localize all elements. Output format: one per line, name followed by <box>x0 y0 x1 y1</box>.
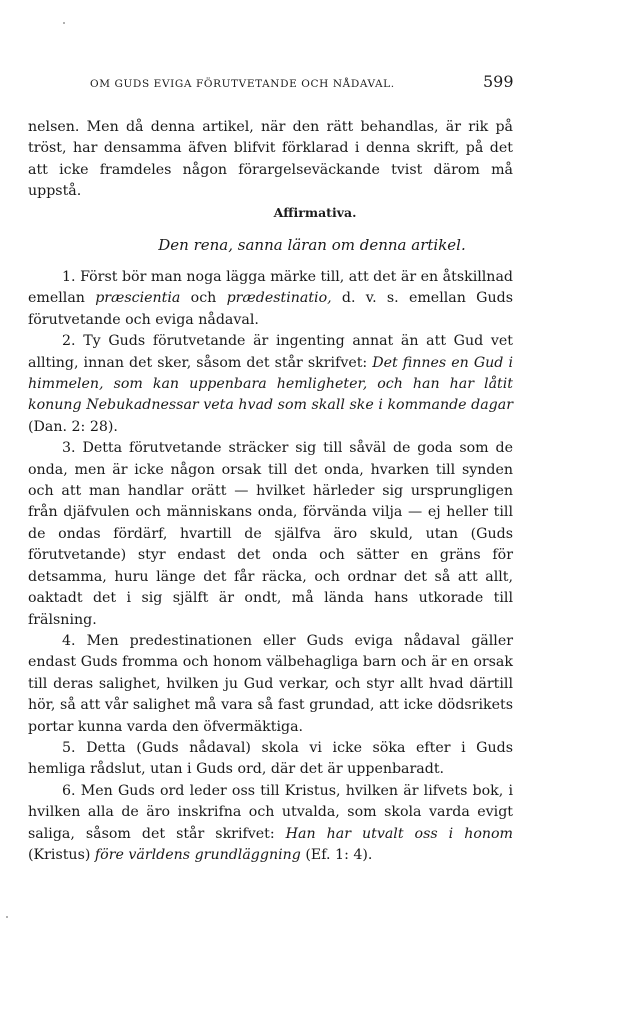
paragraph-number: 5. <box>62 739 76 756</box>
section-subheading: Den rena, sanna läran om denna artikel. <box>158 236 466 254</box>
running-title: OM GUDS EVIGA FÖRUTVETANDE OCH NÅDAVAL. <box>90 78 395 90</box>
paragraph-text: Men predestinationen eller Guds eviga nådaval gäller endast Guds fromma och honom välbehagliga barn och är en orsak till deras salighet, hvilken ju Gud verkar, och styr allt hvad därtill hör, så att vår salighet må vara så fast grundad, att icke dödsrikets portar kunna varda den öfvermäktiga. <box>28 632 513 735</box>
numbered-paragraph <box>28 781 513 867</box>
numbered-paragraph <box>28 267 513 331</box>
page-number: 599 <box>483 72 514 91</box>
opening-paragraph-text: nelsen. Men då denna artikel, när den rätt behandlas, är rik på tröst, har densamma äfven blifvit förklarad i denna skrift, på det att icke framdeles någon förargelseväckande tvist därom må uppstå. <box>28 119 513 200</box>
paragraph-number: 2. <box>62 333 76 350</box>
paragraph-number: 4. <box>62 632 76 649</box>
paragraph-text: Ty Guds förutvetande är ingenting annat än att Gud vet allting, innan det sker, såsom det står skrifvet: <box>28 333 513 371</box>
numbered-paragraph <box>28 331 513 438</box>
italic-text: Han har utvalt oss i honom <box>285 825 513 842</box>
italic-text: prædestinatio, <box>226 290 332 307</box>
paragraph-text: Detta förutvetande sträcker sig till såväl de goda som de onda, men är icke någon orsak till det onda, hvarken till synden och att man handlar orätt — hvilket härleder sig ursprungligen från djäfvulen och människans onda, förvända vilja — ej heller till de ondas fördärf, hvartill de själfva äro skuld, utan (Guds förutvetande) styr endast det onda och sätter en gräns för detsamma, huru länge det får räcka, och ordnar det så att allt, oaktadt det i sig själft är ondt, må lända hans utkorade till frälsning. <box>28 440 514 628</box>
numbered-paragraph <box>28 631 513 738</box>
paragraph-text: Först bör man noga lägga märke till, att det är en åtskillnad emellan <box>28 269 513 307</box>
paragraph-text: d. v. s. emellan Guds förutvetande och eviga nådaval. <box>28 290 513 328</box>
italic-text: före världens grundläggning <box>94 846 301 863</box>
paragraph-number: 3. <box>62 440 76 457</box>
opening-paragraph <box>28 117 513 203</box>
paragraph-number: 6. <box>62 782 76 799</box>
numbered-paragraphs <box>28 267 513 866</box>
paragraph-text: Detta (Guds nådaval) skola vi icke söka efter i Guds hemliga rådslut, utan i Guds ord, där det är uppenbaradt. <box>28 739 513 778</box>
italic-text: Det finnes en Gud i himmelen, som kan uppenbara hemligheter, och han har låtit konung Nebukadnessar veta hvad som skall ske i kommande dagar <box>28 354 513 414</box>
section-heading: Affirmativa. <box>273 205 357 220</box>
italic-text: præscientia <box>95 290 181 307</box>
paper-speck <box>6 916 8 918</box>
paragraph-text: (Dan. 2: 28). <box>28 418 118 435</box>
numbered-paragraph <box>28 438 513 631</box>
paragraph-text: och <box>180 290 227 307</box>
paragraph-text: Men Guds ord leder oss till Kristus, hvilken är lifvets bok, i hvilken alla de äro inskrifna och utvalda, som skola varda evigt saliga, såsom det står skrifvet: <box>28 782 513 842</box>
paragraph-text: (Kristus) <box>28 846 95 863</box>
paragraph-number: 1. <box>62 269 76 285</box>
paper-speck <box>63 22 65 24</box>
numbered-paragraph <box>28 738 513 781</box>
paragraph-text: (Ef. 1: 4). <box>300 846 373 863</box>
